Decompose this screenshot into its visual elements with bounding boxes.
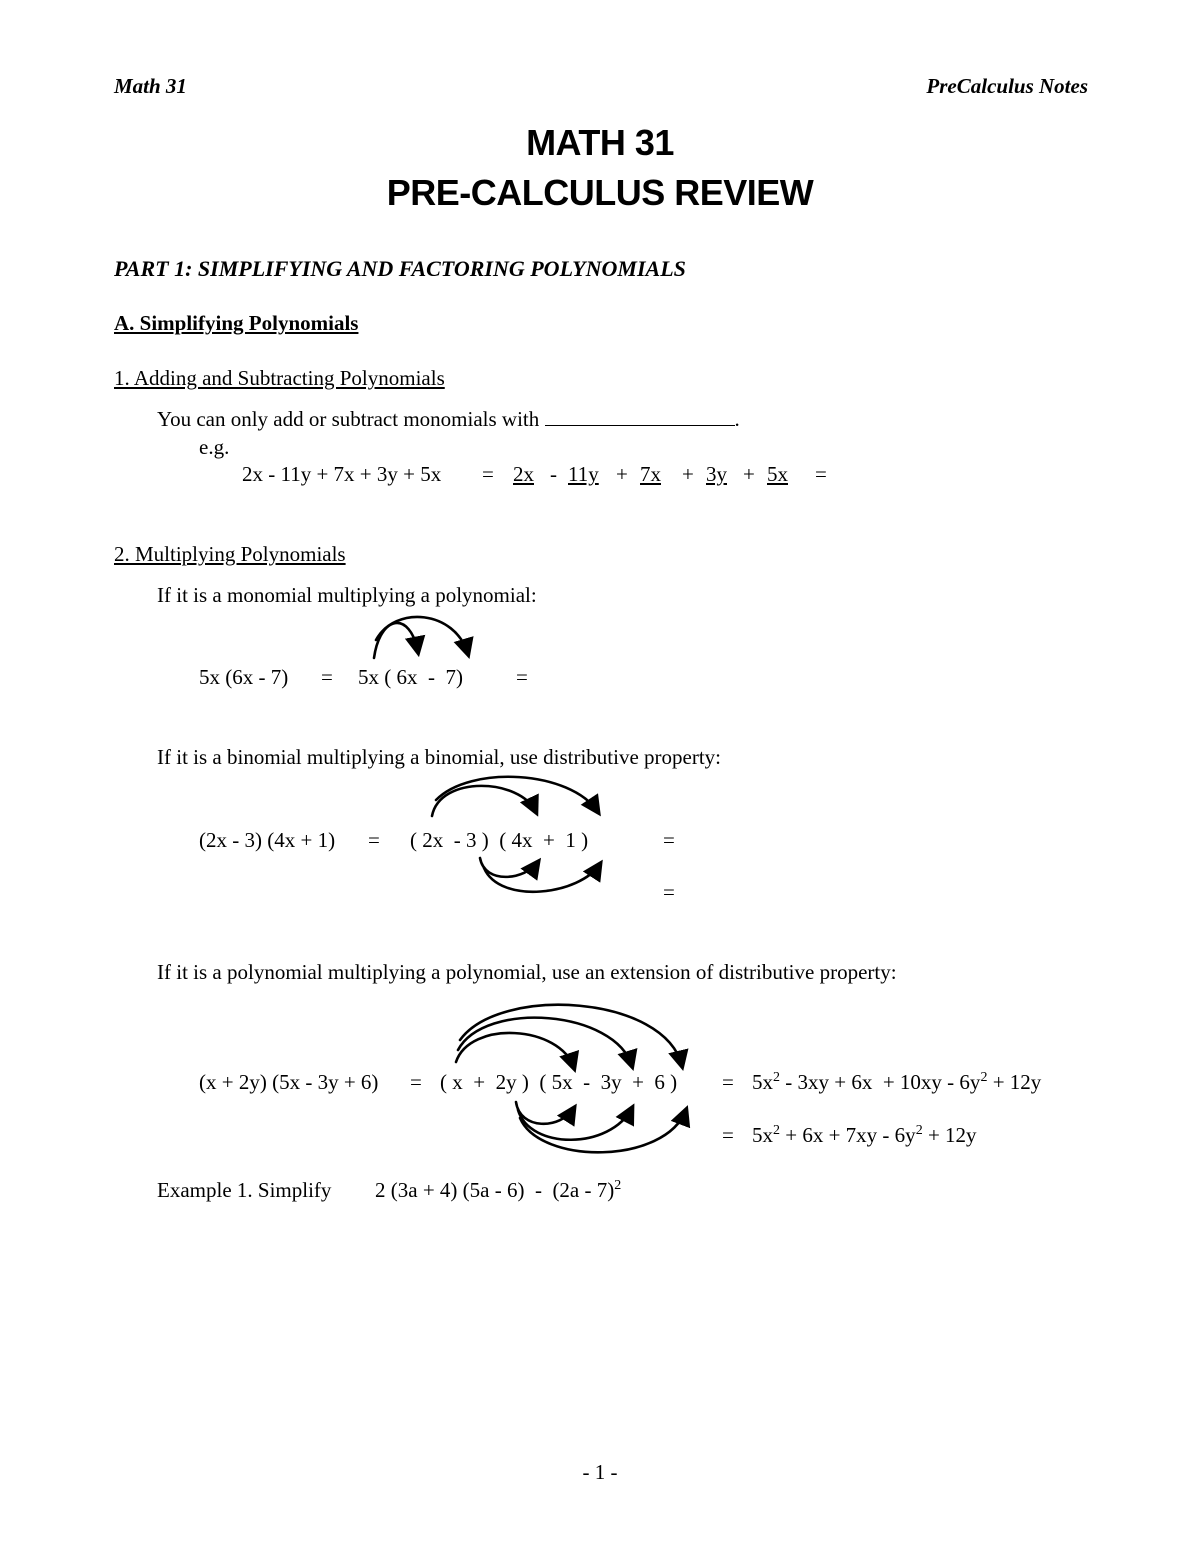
op-plus-1: + — [616, 462, 628, 486]
term-7x: 7x — [640, 462, 661, 486]
page-number: - 1 - — [582, 1460, 618, 1484]
term-5x: 5x — [767, 462, 788, 486]
polynomial-result-2: $5x^2 + 6x + 7xy - 6y^2 + 12y$ — [752, 1123, 977, 1147]
eg-label: e.g. — [199, 435, 230, 459]
term-11y: 11y — [568, 462, 599, 486]
polynomial-result-1: $5x^2 - 3xy + 6x + 10xy - 6y^2 + 12y$ — [752, 1070, 1042, 1094]
adding-example-lhs: 2x - 11y + 7x + 3y + 5x — [242, 462, 442, 486]
arrow-poly-2 — [458, 1018, 632, 1066]
monomial-eq: = — [321, 665, 333, 689]
arrow-mono-2 — [376, 617, 468, 654]
page-title: MATH 31 — [526, 122, 674, 163]
arrow-bino-1 — [432, 786, 536, 816]
op-plus-3: + — [743, 462, 755, 486]
fill-in-blank — [545, 407, 735, 426]
adding-example-eq: = — [482, 462, 494, 486]
section-heading: A. Simplifying Polynomials — [114, 311, 359, 335]
monomial-rhs: 5x ( 6x - 7) — [358, 665, 463, 689]
adding-rule-text: You can only add or subtract monomials with . — [157, 407, 740, 431]
term-2x: 2x — [513, 462, 534, 486]
adding-example-eq-end: = — [815, 462, 827, 486]
arrow-poly-6 — [520, 1110, 686, 1152]
arrow-bino-4 — [484, 864, 600, 892]
polynomial-rule-text: If it is a polynomial multiplying a polynomial, use an extension of distributive property: — [157, 960, 897, 984]
page-subtitle: PRE-CALCULUS REVIEW — [386, 172, 814, 213]
header-left: Math 31 — [114, 74, 187, 98]
binomial-lhs: (2x - 3) (4x + 1) — [199, 828, 336, 852]
arrow-poly-5 — [518, 1108, 632, 1140]
polynomial-rhs: ( x + 2y ) ( 5x - 3y + 6 ) — [440, 1070, 678, 1094]
subsection-heading-multiplying: 2. Multiplying Polynomials — [114, 542, 346, 566]
arrow-poly-3 — [460, 1005, 682, 1066]
part-heading: PART 1: SIMPLIFYING AND FACTORING POLYNOMIALS — [114, 256, 686, 281]
example-1-label: Example 1. Simplify — [157, 1178, 332, 1202]
arrow-bino-3 — [480, 858, 538, 877]
subsection-heading-adding: 1. Adding and Subtracting Polynomials — [114, 366, 445, 390]
binomial-eq: = — [368, 828, 380, 852]
polynomial-result-1-eq: = — [722, 1070, 734, 1094]
arrow-bino-2 — [436, 777, 598, 812]
binomial-eq-end-1: = — [663, 828, 675, 852]
binomial-eq-end-2: = — [663, 880, 675, 904]
example-1-expression: 2 (3a + 4) (5a - 6) - (2a - 7)$^2$ — [375, 1178, 622, 1202]
monomial-rule-text: If it is a monomial multiplying a polynomial: — [157, 583, 537, 607]
monomial-lhs: 5x (6x - 7) — [199, 665, 289, 689]
polynomial-lhs: (x + 2y) (5x - 3y + 6) — [199, 1070, 379, 1094]
polynomial-eq: = — [410, 1070, 422, 1094]
monomial-eq-end: = — [516, 665, 528, 689]
header-right: PreCalculus Notes — [926, 74, 1088, 98]
op-minus: - — [550, 462, 557, 486]
arrow-poly-1 — [456, 1033, 574, 1068]
term-3y: 3y — [706, 462, 727, 486]
arrow-mono-1 — [374, 623, 418, 658]
binomial-rule-text: If it is a binomial multiplying a binomial, use distributive property: — [157, 745, 722, 769]
op-plus-2: + — [682, 462, 694, 486]
arrow-poly-4 — [516, 1102, 574, 1124]
polynomial-result-2-eq: = — [722, 1123, 734, 1147]
binomial-rhs: ( 2x - 3 ) ( 4x + 1 ) — [410, 828, 589, 852]
